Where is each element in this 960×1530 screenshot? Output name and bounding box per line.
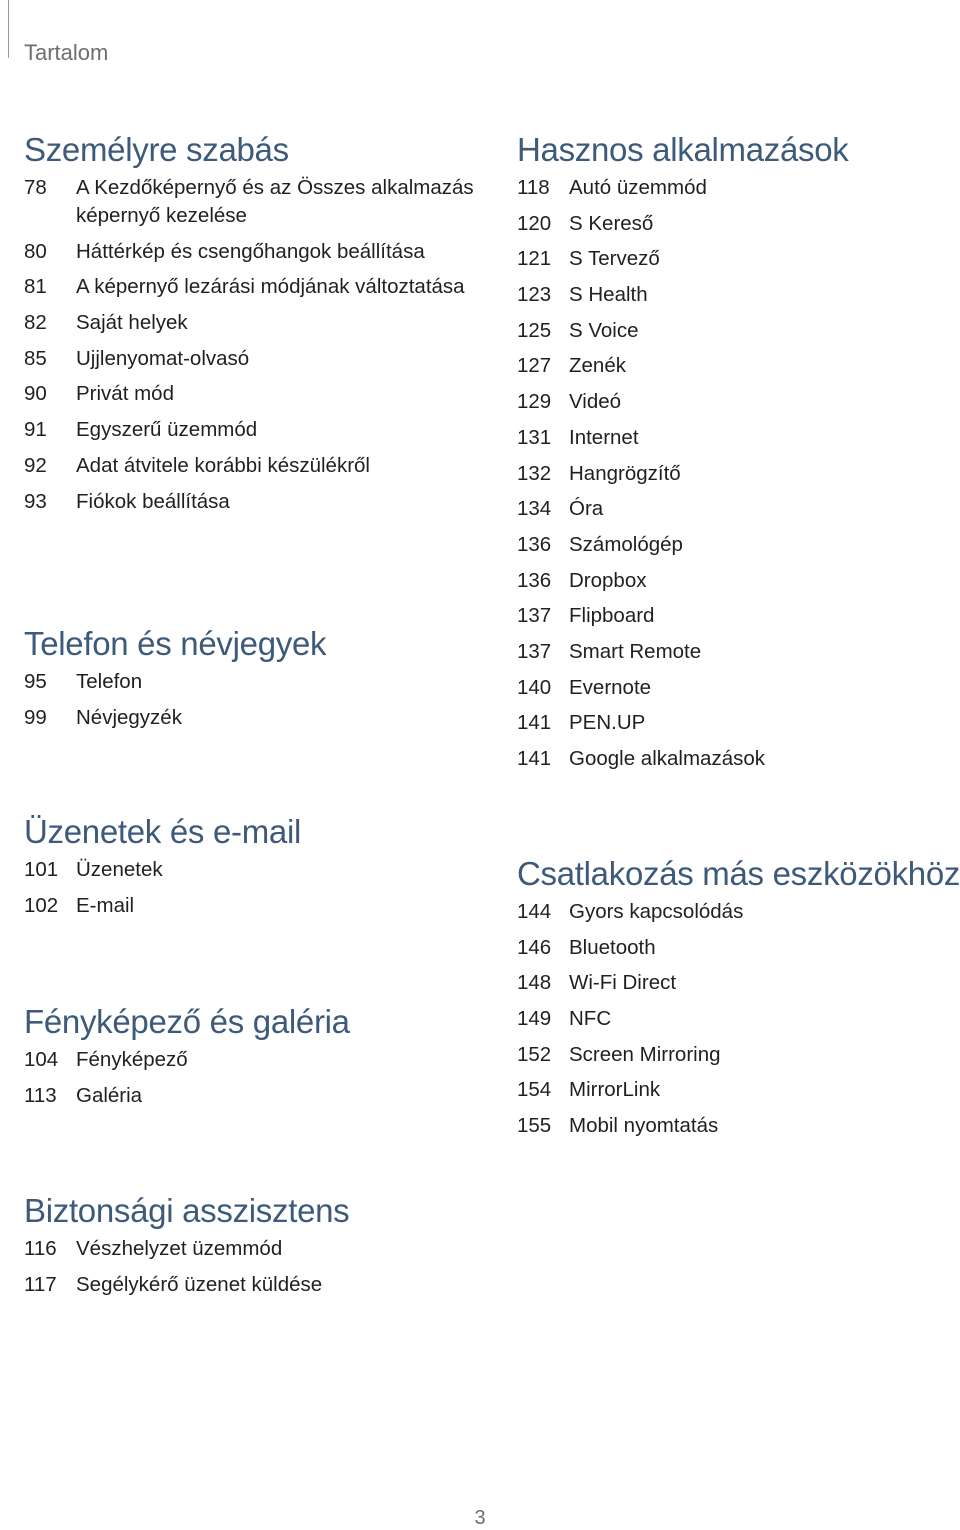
toc-entry[interactable] (517, 317, 848, 345)
toc-entry-label: Wi-Fi Direct (569, 971, 677, 995)
toc-entry-page-number: 148 (517, 971, 552, 995)
toc-entry[interactable] (517, 745, 848, 773)
toc-entry-label: Adat átvitele korábbi készülékről (76, 453, 370, 477)
toc-entry-label: Számológép (569, 532, 683, 556)
toc-entry[interactable] (517, 567, 848, 595)
toc-entry-label: Galéria (76, 1083, 143, 1107)
section-title: Hasznos alkalmazások (517, 131, 849, 168)
toc-entry-label: Saját helyek (76, 311, 188, 335)
toc-entry-page-number: 93 (24, 489, 47, 513)
toc-entry[interactable] (24, 238, 484, 266)
toc-entry-page-number: 121 (517, 247, 552, 271)
toc-entry-page-number: 80 (24, 239, 47, 263)
toc-section (24, 1191, 349, 1306)
toc-entry-label: Bluetooth (569, 935, 656, 959)
section-title: Biztonsági asszisztens (24, 1192, 350, 1229)
toc-entry[interactable] (517, 388, 848, 416)
toc-entry-label: S Voice (569, 318, 639, 342)
toc-entry-list (24, 668, 326, 732)
toc-entry[interactable] (24, 856, 301, 884)
toc-entry-page-number: 118 (517, 176, 550, 199)
toc-entry-label: Dropbox (569, 568, 647, 592)
toc-entry-label: E-mail (76, 893, 135, 917)
toc-entry-page-number: 120 (517, 211, 552, 235)
toc-entry-label: Flipboard (569, 604, 655, 628)
toc-entry[interactable] (24, 1271, 349, 1299)
section-title: Üzenetek és e-mail (24, 813, 302, 850)
toc-entry-label: Zenék (569, 354, 626, 378)
toc-entry-page-number: 132 (517, 461, 552, 485)
toc-entry-list (517, 174, 848, 773)
toc-entry[interactable] (24, 416, 484, 444)
toc-entry-label: Háttérkép és csengőhangok beállítása (76, 239, 425, 263)
toc-entry-label: Privát mód (76, 382, 174, 406)
toc-entry[interactable] (517, 424, 848, 452)
toc-entry-page-number: 125 (517, 318, 552, 342)
toc-entry-label: NFC (569, 1007, 612, 1031)
toc-entry-label: Internet (569, 425, 639, 449)
toc-entry[interactable] (24, 668, 326, 696)
toc-entry-page-number: 99 (24, 705, 47, 729)
toc-entry-label: Gyors kapcsolódás (569, 900, 744, 923)
toc-entry-label: A Kezdőképernyő és az Összes alkalmazás képernyő kezelése (76, 176, 474, 227)
toc-entry-page-number: 91 (24, 418, 47, 442)
toc-entry-page-number: 113 (24, 1083, 57, 1107)
toc-entry-label: Autó üzemmód (569, 176, 707, 199)
toc-entry[interactable] (24, 345, 484, 373)
section-title: Csatlakozás más eszközökhöz (517, 855, 960, 892)
toc-entry[interactable] (24, 1235, 349, 1263)
toc-entry-page-number: 85 (24, 346, 47, 370)
toc-entry-label: Telefon (76, 670, 143, 693)
toc-entry-page-number: 152 (517, 1042, 552, 1066)
toc-entry[interactable] (517, 352, 848, 380)
toc-section (24, 624, 326, 739)
toc-entry-page-number: 129 (517, 390, 552, 414)
toc-entry-label: PEN.UP (569, 711, 646, 735)
section-title: Telefon és névjegyek (24, 625, 327, 662)
toc-entry[interactable] (517, 934, 960, 962)
toc-entry-page-number: 141 (517, 711, 552, 735)
section-title: Fényképező és galéria (24, 1003, 350, 1040)
toc-entry-label: Mobil nyomtatás (569, 1114, 719, 1138)
toc-entry[interactable] (24, 273, 484, 301)
toc-entry-label: Óra (569, 497, 604, 521)
toc-section (517, 130, 848, 781)
toc-entry[interactable] (517, 709, 848, 737)
toc-entry[interactable] (517, 531, 848, 559)
toc-entry-page-number: 104 (24, 1048, 59, 1071)
toc-entry-page-number: 95 (24, 670, 47, 693)
toc-entry[interactable] (517, 245, 848, 273)
toc-section (24, 812, 301, 927)
toc-entry[interactable] (24, 174, 484, 230)
toc-entry-label: Ujjlenyomat-olvasó (76, 346, 250, 370)
toc-entry-label: MirrorLink (569, 1078, 661, 1102)
toc-entry-label: Videó (569, 390, 622, 414)
toc-entry-page-number: 137 (517, 604, 552, 628)
toc-section (517, 854, 960, 1148)
toc-entry-label: Fiókok beállítása (76, 489, 230, 513)
toc-entry-label: Evernote (569, 675, 652, 699)
toc-entry-list (24, 1046, 350, 1110)
header-title: Tartalom (24, 40, 109, 65)
toc-entry-page-number: 146 (517, 935, 552, 959)
toc-entry-page-number: 116 (24, 1237, 57, 1260)
toc-entry[interactable] (517, 1005, 960, 1033)
toc-entry-page-number: 141 (517, 747, 552, 770)
toc-entry[interactable] (517, 1112, 960, 1140)
toc-entry-page-number: 127 (517, 354, 552, 378)
toc-entry-label: S Tervező (569, 247, 660, 271)
toc-entry[interactable] (24, 704, 326, 732)
toc-entry-label: Smart Remote (569, 639, 702, 663)
toc-entry[interactable] (517, 1041, 960, 1069)
toc-entry-list (517, 898, 960, 1140)
toc-entry-page-number: 140 (517, 675, 552, 699)
toc-entry-page-number: 149 (517, 1007, 552, 1031)
toc-entry-page-number: 155 (517, 1114, 552, 1138)
toc-entry-label: Screen Mirroring (569, 1042, 721, 1066)
toc-entry[interactable] (517, 1076, 960, 1104)
toc-entry-page-number: 131 (517, 425, 552, 449)
toc-entry[interactable] (517, 602, 848, 630)
toc-entry-page-number: 136 (517, 568, 552, 592)
toc-entry-label: Hangrögzítő (569, 461, 681, 485)
toc-entry[interactable] (517, 898, 960, 926)
page-number: 3 (474, 1507, 486, 1529)
toc-entry-list (24, 1235, 349, 1299)
toc-entry-label: Névjegyzék (76, 705, 182, 729)
toc-entry[interactable] (24, 1046, 350, 1074)
toc-entry[interactable] (24, 452, 484, 480)
toc-entry-label: S Kereső (569, 211, 654, 235)
toc-entry-list (24, 856, 301, 920)
toc-entry-label: Fényképező (76, 1048, 188, 1071)
toc-entry[interactable] (517, 460, 848, 488)
toc-section (24, 1002, 350, 1117)
toc-entry-list (24, 174, 484, 516)
toc-entry-label: A képernyő lezárási módjának változtatása (76, 275, 465, 299)
toc-entry-page-number: 90 (24, 382, 47, 406)
toc-entry-label: S Health (569, 283, 648, 307)
toc-entry[interactable] (517, 174, 848, 202)
toc-section (24, 130, 484, 523)
section-title: Személyre szabás (24, 131, 289, 168)
toc-entry-page-number: 101 (24, 858, 59, 881)
toc-entry-page-number: 123 (517, 283, 552, 307)
toc-entry-label: Vészhelyzet üzemmód (76, 1237, 283, 1260)
toc-entry[interactable] (24, 488, 484, 516)
toc-entry-page-number: 117 (24, 1272, 57, 1296)
toc-entry[interactable] (24, 1082, 350, 1110)
toc-entry-page-number: 134 (517, 497, 552, 521)
toc-entry-label: Egyszerű üzemmód (76, 418, 258, 442)
toc-entry-page-number: 81 (24, 275, 47, 299)
toc-entry[interactable] (517, 638, 848, 666)
toc-entry-page-number: 78 (24, 176, 47, 199)
toc-entry[interactable] (517, 281, 848, 309)
toc-entry-page-number: 137 (517, 639, 552, 663)
toc-entry-page-number: 92 (24, 453, 47, 477)
toc-entry[interactable] (24, 380, 484, 408)
toc-entry[interactable] (517, 210, 848, 238)
toc-entry-label: Üzenetek (76, 858, 163, 881)
toc-entry-page-number: 102 (24, 893, 59, 917)
toc-entry-page-number: 82 (24, 311, 47, 335)
toc-entry[interactable] (517, 495, 848, 523)
toc-entry-label: Segélykérő üzenet küldése (76, 1272, 323, 1296)
toc-entry-label: Google alkalmazások (569, 747, 765, 770)
toc-entry[interactable] (24, 309, 484, 337)
toc-entry[interactable] (24, 892, 301, 920)
toc-entry-page-number: 136 (517, 532, 552, 556)
toc-entry[interactable] (517, 969, 960, 997)
toc-entry[interactable] (517, 674, 848, 702)
toc-entry-page-number: 144 (517, 900, 552, 923)
corner-rule (8, 0, 9, 58)
toc-entry-page-number: 154 (517, 1078, 552, 1102)
